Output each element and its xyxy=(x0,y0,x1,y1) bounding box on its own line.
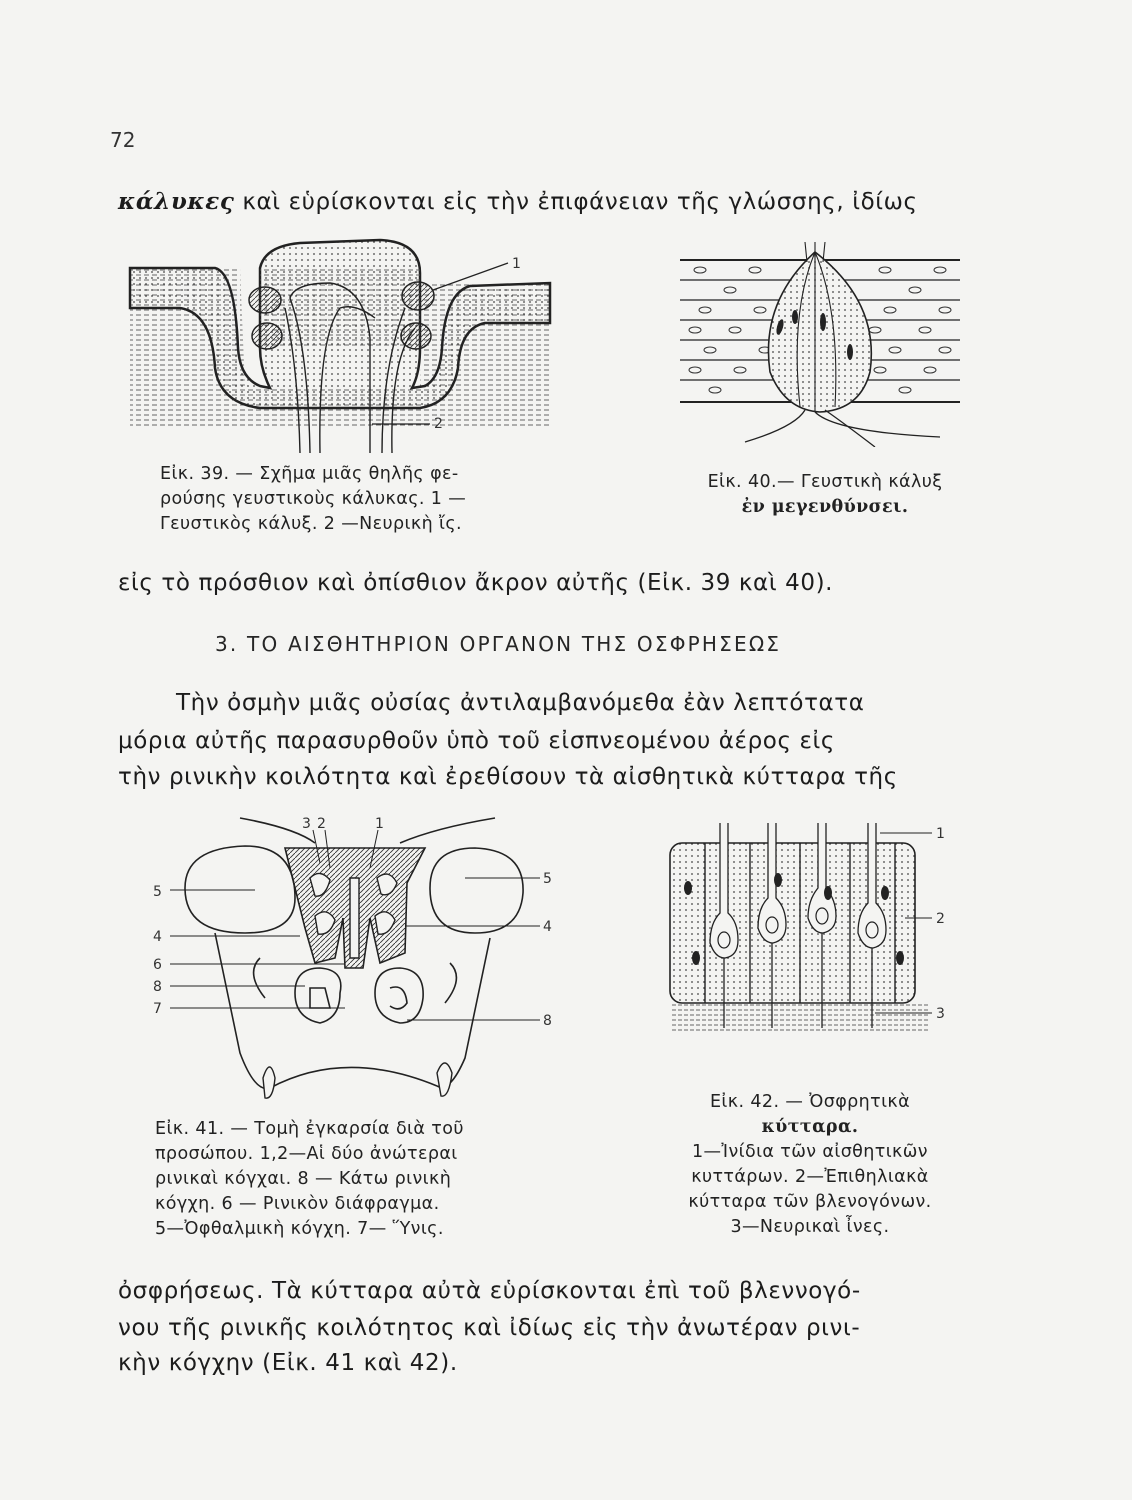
fig42-label-2: 2 xyxy=(936,911,945,927)
paragraph-mid-line-3: τὴν ρινικὴν κοιλότητα καὶ ἐρεθίσουν τὰ αἰσθητικὰ κύτταρα τῆς xyxy=(118,764,898,790)
figure-40-caption xyxy=(665,470,985,520)
fig39-caption-line-1: Εἰκ. 39. — Σχῆμα μιᾶς θηλῆς φε- xyxy=(160,464,459,484)
figure-41-drawing xyxy=(145,808,565,1108)
fig40-caption-line-2: ἐν μεγενθύνσει. xyxy=(741,497,909,517)
fig42-label-1: 1 xyxy=(936,826,945,842)
paragraph-top-line xyxy=(118,188,918,215)
paragraph-top-rest: καὶ εὑρίσκονται εἰς τὴν ἐπιφάνειαν τῆς γλώσσης, ἰδίως xyxy=(234,189,918,215)
figure-39-drawing xyxy=(120,228,560,458)
figure-42-caption xyxy=(630,1090,990,1240)
fig42-caption-line-6: 3—Νευρικαὶ ἶνες. xyxy=(730,1217,890,1237)
fig41-label-8-right: 8 xyxy=(543,1013,552,1029)
section-heading: 3. ΤΟ ΑΙΣΘΗΤΗΡΙΟΝ ΟΡΓΑΝΟΝ ΤΗΣ ΟΣΦΡΗΣΕΩΣ xyxy=(215,632,782,656)
paragraph-bottom-line-3: κὴν κόγχην (Εἰκ. 41 καὶ 42). xyxy=(118,1350,458,1376)
paragraph-mid-line-1: Τὴν ὀσμὴν μιᾶς οὐσίας ἀντιλαμβανόμεθα ἐὰν λεπτότατα xyxy=(176,690,865,716)
fig39-label-1: 1 xyxy=(512,256,521,272)
fig41-label-4-right: 4 xyxy=(543,919,552,935)
figure-42-drawing xyxy=(660,818,960,1043)
fig39-label-2: 2 xyxy=(434,416,443,432)
fig41-caption-line-1: Εἰκ. 41. — Τομὴ ἐγκαρσία διὰ τοῦ xyxy=(155,1119,464,1139)
figure-40-drawing xyxy=(675,242,965,447)
fig41-label-3: 3 xyxy=(302,816,311,832)
paragraph-bottom-line-2: νου τῆς ρινικῆς κοιλότητος καὶ ἰδίως εἰς τὴν ἀνωτέραν ρινι- xyxy=(118,1315,861,1341)
fig40-caption-line-1: Εἰκ. 40.— Γευστικὴ κάλυξ xyxy=(707,472,943,492)
line-after-figures: εἰς τὸ πρόσθιον καὶ ὀπίσθιον ἄκρον αὐτῆς (Εἰκ. 39 καὶ 40). xyxy=(118,570,834,596)
fig42-caption-line-1: Εἰκ. 42. — Ὀσφρητικὰ xyxy=(709,1092,911,1112)
figure-39-caption xyxy=(160,462,560,537)
fig41-label-4-left: 4 xyxy=(153,929,162,945)
fig42-caption-line-5: κύτταρα τῶν βλενογόνων. xyxy=(688,1192,932,1212)
paragraph-bottom-line-1: ὀσφρήσεως. Τὰ κύτταρα αὐτὰ εὑρίσκονται ἐπὶ τοῦ βλεννογό- xyxy=(118,1278,861,1304)
fig41-caption-line-4: κόγχη. 6 — Ρινικὸν διάφραγμα. xyxy=(155,1194,440,1214)
fig42-label-3: 3 xyxy=(936,1006,945,1022)
fig39-caption-line-2: ρούσης γευστικοὺς κάλυκας. 1 — xyxy=(160,489,467,509)
fig42-caption-line-4: κυττάρων. 2—Ἐπιθηλιακὰ xyxy=(691,1167,929,1187)
fig41-label-7: 7 xyxy=(153,1001,162,1017)
fig41-label-5-right: 5 xyxy=(543,871,552,887)
fig41-label-6: 6 xyxy=(153,957,162,973)
figure-41-caption xyxy=(155,1117,575,1242)
fig41-label-5-left: 5 xyxy=(153,884,162,900)
fig41-label-2: 2 xyxy=(317,816,326,832)
paragraph-mid-line-2: μόρια αὐτῆς παρασυρθοῦν ὑπὸ τοῦ εἰσπνεομένου ἀέρος εἰς xyxy=(118,728,835,754)
bold-term: κάλυκες xyxy=(118,188,235,215)
fig41-label-1: 1 xyxy=(375,816,384,832)
fig41-caption-line-5: 5—Ὀφθαλμικὴ κόγχη. 7— Ὕνις. xyxy=(155,1219,444,1239)
fig42-caption-line-2: κύτταρα. xyxy=(761,1117,859,1137)
fig39-caption-line-3: Γευστικὸς κάλυξ. 2 —Νευρικὴ ἴς. xyxy=(160,514,462,534)
fig42-caption-line-3: 1—Ἰνίδια τῶν αἰσθητικῶν xyxy=(692,1142,928,1162)
fig41-caption-line-2: προσώπου. 1,2—Αἱ δύο ἀνώτεραι xyxy=(155,1144,458,1164)
fig41-label-8-left: 8 xyxy=(153,979,162,995)
page-number: 72 xyxy=(110,128,136,152)
fig41-caption-line-3: ρινικαὶ κόγχαι. 8 — Κάτω ρινικὴ xyxy=(155,1169,452,1189)
